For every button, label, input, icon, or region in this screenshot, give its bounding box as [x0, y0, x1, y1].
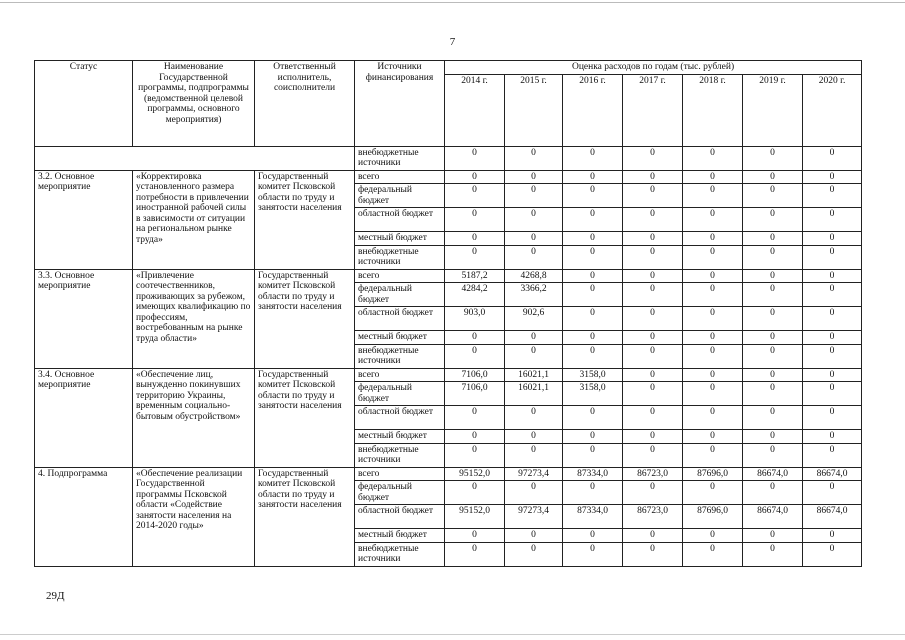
value-cell: 0: [505, 245, 563, 269]
source-cell: внебюджетные источники: [355, 443, 445, 467]
value-cell: 7106,0: [445, 368, 505, 382]
header-year: 2014 г.: [445, 74, 505, 146]
value-cell: 0: [563, 184, 623, 208]
value-cell: 97273,4: [505, 467, 563, 481]
value-cell: 0: [563, 481, 623, 505]
value-cell: 0: [683, 184, 743, 208]
value-cell: 7106,0: [445, 382, 505, 406]
source-cell: всего: [355, 170, 445, 184]
value-cell: 95152,0: [445, 505, 505, 529]
value-cell: 0: [505, 344, 563, 368]
block-name: «Привлечение соотечественников, проживающих за рубежом, имеющих квалификацию по профессиям, востребованным на рынке труда области»: [133, 269, 255, 368]
value-cell: 0: [445, 542, 505, 566]
source-cell: внебюджетные источники: [355, 245, 445, 269]
table-row: [35, 467, 862, 481]
value-cell: 0: [683, 245, 743, 269]
scan-edge-top: [0, 2, 905, 3]
value-cell: 0: [743, 430, 803, 444]
header-year: 2017 г.: [623, 74, 683, 146]
value-cell: 87334,0: [563, 467, 623, 481]
value-cell: 0: [803, 170, 862, 184]
source-cell: федеральный бюджет: [355, 382, 445, 406]
value-cell: 0: [623, 542, 683, 566]
value-cell: 0: [445, 184, 505, 208]
value-cell: 0: [623, 368, 683, 382]
scan-edge-bottom: [0, 634, 905, 635]
value-cell: 0: [683, 208, 743, 232]
value-cell: 0: [505, 331, 563, 345]
value-cell: 0: [563, 245, 623, 269]
value-cell: 97273,4: [505, 505, 563, 529]
value-cell: 0: [505, 481, 563, 505]
source-cell: всего: [355, 368, 445, 382]
value-cell: 0: [803, 529, 862, 543]
value-cell: 0: [563, 430, 623, 444]
value-cell: 0: [743, 232, 803, 246]
value-cell: 86674,0: [803, 505, 862, 529]
continuation-blank-cell: [35, 146, 355, 170]
value-cell: 0: [505, 443, 563, 467]
value-cell: 0: [803, 232, 862, 246]
value-cell: 0: [445, 146, 505, 170]
header-year: 2016 г.: [563, 74, 623, 146]
header-row-1: [35, 61, 862, 75]
value-cell: 86723,0: [623, 467, 683, 481]
value-cell: 0: [743, 406, 803, 430]
value-cell: 16021,1: [505, 368, 563, 382]
value-cell: 0: [803, 269, 862, 283]
source-cell: местный бюджет: [355, 232, 445, 246]
block-name: «Корректировка установленного размера потребности в привлечении иностранной рабочей силы в зависимости от ситуации на региональном рынке труда»: [133, 170, 255, 269]
page-number: 7: [449, 36, 456, 48]
value-cell: 0: [623, 170, 683, 184]
value-cell: 0: [623, 481, 683, 505]
value-cell: 0: [445, 430, 505, 444]
value-cell: 0: [563, 232, 623, 246]
value-cell: 0: [803, 481, 862, 505]
value-cell: 0: [683, 283, 743, 307]
value-cell: 0: [563, 269, 623, 283]
value-cell: 0: [505, 184, 563, 208]
value-cell: 0: [445, 481, 505, 505]
block-name: «Обеспечение реализации Государственной программы Псковской области «Содействие занятости населения на 2014-2020 годы»: [133, 467, 255, 566]
value-cell: 0: [563, 529, 623, 543]
source-cell: местный бюджет: [355, 331, 445, 345]
value-cell: 0: [445, 232, 505, 246]
value-cell: 903,0: [445, 307, 505, 331]
value-cell: 0: [563, 307, 623, 331]
value-cell: 0: [563, 208, 623, 232]
block-status: 3.3. Основное мероприятие: [35, 269, 133, 368]
value-cell: 0: [563, 406, 623, 430]
value-cell: 0: [743, 184, 803, 208]
value-cell: 0: [683, 146, 743, 170]
value-cell: 0: [623, 208, 683, 232]
value-cell: 86674,0: [743, 467, 803, 481]
value-cell: 0: [563, 170, 623, 184]
source-cell: областной бюджет: [355, 406, 445, 430]
value-cell: 0: [683, 368, 743, 382]
value-cell: 0: [683, 481, 743, 505]
source-cell: внебюджетные источники: [355, 146, 445, 170]
value-cell: 0: [743, 245, 803, 269]
value-cell: 0: [743, 542, 803, 566]
budget-table: [34, 60, 862, 567]
block-executor: Государственный комитет Псковской области по труду и занятости населения: [255, 269, 355, 368]
value-cell: 902,6: [505, 307, 563, 331]
value-cell: 0: [683, 344, 743, 368]
value-cell: 0: [445, 406, 505, 430]
value-cell: 0: [623, 344, 683, 368]
source-cell: областной бюджет: [355, 208, 445, 232]
value-cell: 0: [803, 208, 862, 232]
footer-code: 29Д: [46, 590, 65, 602]
value-cell: 0: [445, 208, 505, 232]
source-cell: федеральный бюджет: [355, 481, 445, 505]
value-cell: 0: [623, 406, 683, 430]
value-cell: 0: [563, 146, 623, 170]
table-row: [35, 170, 862, 184]
value-cell: 0: [683, 542, 743, 566]
value-cell: 4284,2: [445, 283, 505, 307]
source-cell: всего: [355, 269, 445, 283]
value-cell: 0: [623, 382, 683, 406]
value-cell: 0: [563, 283, 623, 307]
header-sources: Источники финансирования: [355, 61, 445, 147]
value-cell: 0: [445, 443, 505, 467]
value-cell: 0: [683, 232, 743, 246]
value-cell: 0: [743, 283, 803, 307]
source-cell: федеральный бюджет: [355, 283, 445, 307]
value-cell: 0: [803, 331, 862, 345]
value-cell: 0: [743, 170, 803, 184]
value-cell: 0: [803, 184, 862, 208]
value-cell: 0: [803, 406, 862, 430]
value-cell: 0: [743, 307, 803, 331]
source-cell: всего: [355, 467, 445, 481]
value-cell: 0: [505, 406, 563, 430]
value-cell: 0: [623, 269, 683, 283]
header-status: Статус: [35, 61, 133, 147]
value-cell: 0: [623, 443, 683, 467]
value-cell: 0: [623, 430, 683, 444]
source-cell: местный бюджет: [355, 529, 445, 543]
value-cell: 0: [683, 529, 743, 543]
value-cell: 0: [623, 307, 683, 331]
value-cell: 0: [803, 443, 862, 467]
value-cell: 0: [803, 382, 862, 406]
value-cell: 0: [563, 331, 623, 345]
block-executor: Государственный комитет Псковской области по труду и занятости населения: [255, 170, 355, 269]
table-row: [35, 269, 862, 283]
header-year: 2020 г.: [803, 74, 862, 146]
value-cell: 0: [683, 170, 743, 184]
value-cell: 0: [743, 269, 803, 283]
header-name: Наименование Государственной программы, подпрограммы (ведомственной целевой программы, основного мероприятия): [133, 61, 255, 147]
value-cell: 0: [803, 245, 862, 269]
source-cell: областной бюджет: [355, 505, 445, 529]
value-cell: 86674,0: [803, 467, 862, 481]
value-cell: 0: [623, 232, 683, 246]
value-cell: 0: [445, 529, 505, 543]
value-cell: 0: [743, 146, 803, 170]
value-cell: 5187,2: [445, 269, 505, 283]
value-cell: 0: [445, 170, 505, 184]
value-cell: 0: [623, 283, 683, 307]
value-cell: 0: [743, 331, 803, 345]
value-cell: 0: [803, 542, 862, 566]
table-row: [35, 368, 862, 382]
header-year: 2015 г.: [505, 74, 563, 146]
value-cell: 0: [683, 443, 743, 467]
header-executor: Ответственный исполнитель, соисполнители: [255, 61, 355, 147]
value-cell: 0: [803, 283, 862, 307]
value-cell: 0: [445, 331, 505, 345]
value-cell: 0: [683, 331, 743, 345]
source-cell: внебюджетные источники: [355, 542, 445, 566]
value-cell: 0: [743, 443, 803, 467]
value-cell: 0: [683, 430, 743, 444]
value-cell: 0: [623, 146, 683, 170]
value-cell: 0: [683, 269, 743, 283]
value-cell: 3158,0: [563, 382, 623, 406]
block-name: «Обеспечение лиц, вынужденно покинувших территорию Украины, временным социально-бытовым обустройством»: [133, 368, 255, 467]
header-year: 2019 г.: [743, 74, 803, 146]
value-cell: 0: [505, 170, 563, 184]
value-cell: 0: [563, 344, 623, 368]
value-cell: 95152,0: [445, 467, 505, 481]
value-cell: 0: [563, 542, 623, 566]
table-row: [35, 146, 862, 170]
value-cell: 0: [803, 307, 862, 331]
value-cell: 0: [803, 368, 862, 382]
value-cell: 0: [683, 382, 743, 406]
value-cell: 0: [803, 344, 862, 368]
value-cell: 86723,0: [623, 505, 683, 529]
value-cell: 87696,0: [683, 467, 743, 481]
value-cell: 0: [505, 430, 563, 444]
block-executor: Государственный комитет Псковской области по труду и занятости населения: [255, 368, 355, 467]
value-cell: 0: [743, 344, 803, 368]
header-estimate: Оценка расходов по годам (тыс. рублей): [445, 61, 862, 75]
value-cell: 87334,0: [563, 505, 623, 529]
source-cell: местный бюджет: [355, 430, 445, 444]
value-cell: 0: [623, 331, 683, 345]
value-cell: 0: [445, 245, 505, 269]
value-cell: 0: [623, 184, 683, 208]
value-cell: 16021,1: [505, 382, 563, 406]
value-cell: 0: [505, 529, 563, 543]
value-cell: 86674,0: [743, 505, 803, 529]
value-cell: 0: [505, 208, 563, 232]
source-cell: областной бюджет: [355, 307, 445, 331]
block-status: 3.2. Основное мероприятие: [35, 170, 133, 269]
value-cell: 0: [743, 529, 803, 543]
value-cell: 3366,2: [505, 283, 563, 307]
block-status: 3.4. Основное мероприятие: [35, 368, 133, 467]
value-cell: 0: [623, 245, 683, 269]
value-cell: 0: [743, 368, 803, 382]
block-executor: Государственный комитет Псковской области по труду и занятости населения: [255, 467, 355, 566]
header-year: 2018 г.: [683, 74, 743, 146]
source-cell: внебюджетные источники: [355, 344, 445, 368]
value-cell: 0: [743, 208, 803, 232]
value-cell: 0: [505, 232, 563, 246]
value-cell: 0: [623, 529, 683, 543]
value-cell: 0: [683, 307, 743, 331]
block-status: 4. Подпрограмма: [35, 467, 133, 566]
value-cell: 0: [743, 481, 803, 505]
value-cell: 0: [743, 382, 803, 406]
value-cell: 87696,0: [683, 505, 743, 529]
value-cell: 3158,0: [563, 368, 623, 382]
value-cell: 0: [445, 344, 505, 368]
source-cell: федеральный бюджет: [355, 184, 445, 208]
value-cell: 0: [505, 146, 563, 170]
value-cell: 0: [803, 430, 862, 444]
value-cell: 0: [803, 146, 862, 170]
value-cell: 0: [563, 443, 623, 467]
value-cell: 0: [505, 542, 563, 566]
value-cell: 0: [683, 406, 743, 430]
value-cell: 4268,8: [505, 269, 563, 283]
